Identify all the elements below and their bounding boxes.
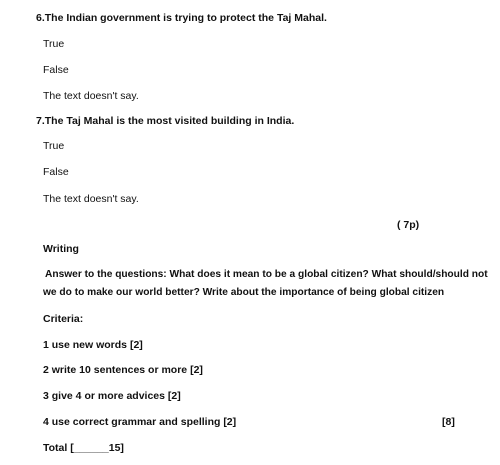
question-6-option-false: False [43, 64, 69, 76]
reading-points: ( 7p) [397, 219, 420, 231]
total-score: Total [______15] [43, 442, 124, 454]
question-7-prompt: 7.The Taj Mahal is the most visited building in India. [36, 115, 295, 127]
question-6-prompt: 6.The Indian government is trying to protect the Taj Mahal. [36, 12, 327, 24]
question-7-option-not-say: The text doesn't say. [43, 193, 139, 205]
question-7-option-true: True [43, 140, 65, 152]
criteria-heading: Criteria: [43, 313, 84, 325]
criteria-item-2: 2 write 10 sentences or more [2] [43, 364, 203, 376]
criteria-points: [8] [442, 416, 455, 428]
writing-heading: Writing [43, 243, 79, 255]
question-7-option-false: False [43, 166, 69, 178]
criteria-item-1: 1 use new words [2] [43, 339, 143, 351]
writing-task-line-2: we do to make our world better? Write about the importance of being global citizen [43, 287, 445, 298]
criteria-item-4: 4 use correct grammar and spelling [2] [43, 416, 237, 428]
criteria-item-3: 3 give 4 or more advices [2] [43, 390, 181, 402]
question-6-option-not-say: The text doesn't say. [43, 90, 139, 102]
question-6-option-true: True [43, 38, 65, 50]
writing-task-line-1: Answer to the questions: What does it mean to be a global citizen? What should/should not [45, 269, 488, 280]
